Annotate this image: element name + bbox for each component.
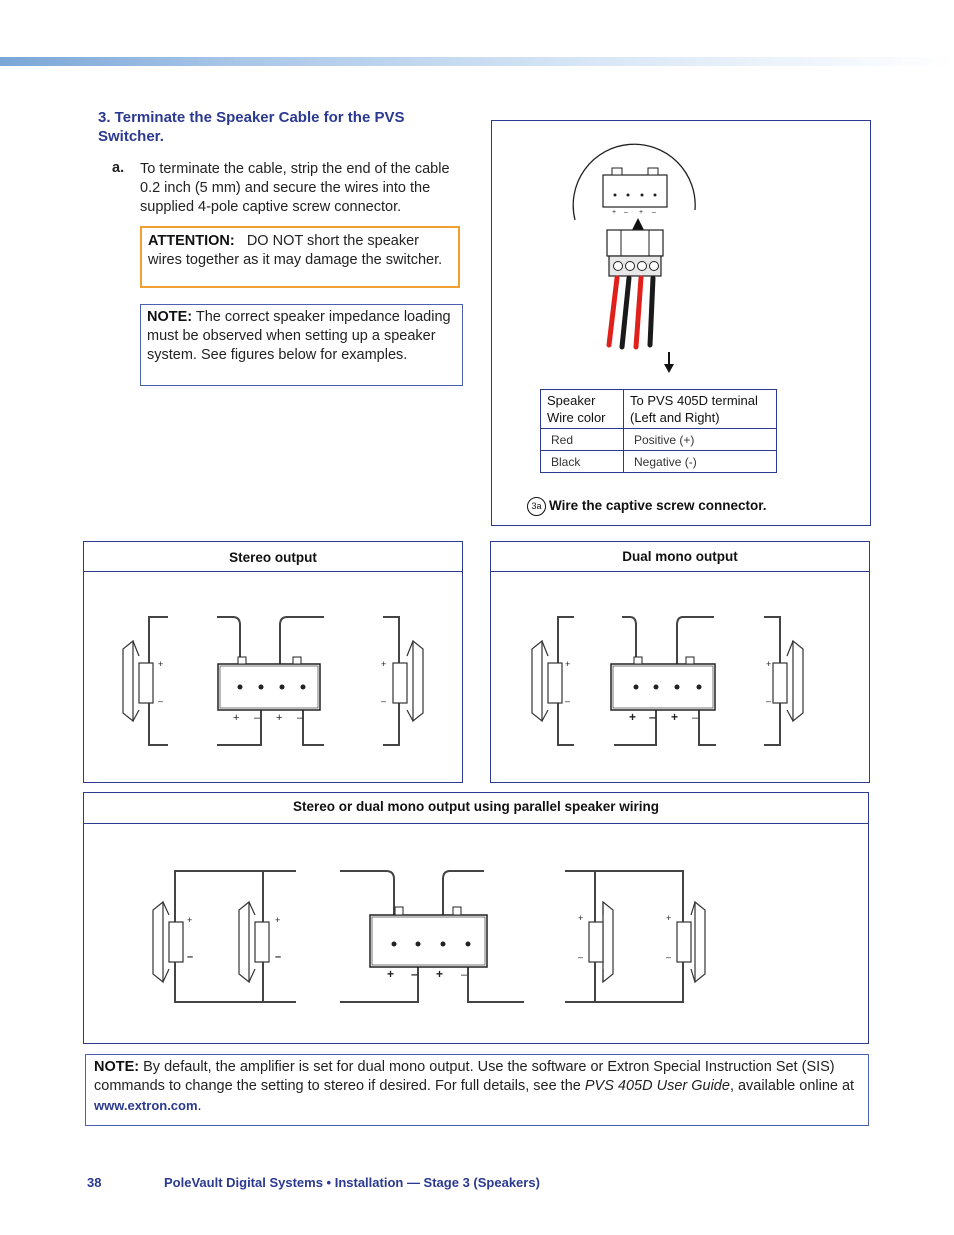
note-box-impedance — [140, 304, 463, 386]
note-label: NOTE: — [94, 1059, 140, 1075]
svg-text:–: – — [578, 952, 584, 962]
svg-text:+: + — [578, 913, 584, 923]
svg-text:+: + — [666, 913, 672, 923]
note-label: NOTE: — [147, 309, 193, 325]
page-number: 38 — [87, 1175, 102, 1190]
section-heading: 3. Terminate the Speaker Cable for the PVS Switcher. — [98, 109, 405, 145]
svg-text:+: + — [158, 659, 164, 669]
svg-text:+: + — [276, 712, 283, 724]
attention-box — [140, 226, 460, 288]
svg-text:–: – — [411, 967, 418, 981]
panel-title: Stereo or dual mono output using parallel speaker wiring — [292, 799, 660, 814]
svg-text:–: – — [381, 696, 387, 706]
extron-link[interactable]: www.extron.com — [94, 1098, 198, 1113]
attention-text: DO NOT short the speaker wires together as it may damage the switcher. — [148, 233, 443, 268]
svg-text:–: – — [275, 951, 282, 963]
svg-text:–: – — [766, 696, 772, 706]
parallel-wiring-diagram — [83, 822, 869, 1044]
svg-text:–: – — [692, 712, 699, 724]
stereo-wiring-diagram — [83, 571, 463, 783]
note-text: The correct speaker impedance loading must be observed when setting up a speaker system. See figures below for examples. — [147, 309, 451, 363]
svg-text:+: + — [275, 915, 281, 925]
table-cell: Positive (+) — [624, 429, 777, 451]
svg-text:+: + — [381, 659, 387, 669]
svg-text:+: + — [565, 659, 571, 669]
svg-text:+: + — [629, 710, 637, 724]
panel-title: Stereo output — [229, 550, 317, 565]
step-letter: a. — [112, 160, 125, 176]
svg-text:–: – — [254, 712, 261, 724]
note-text: , available online at — [729, 1078, 855, 1094]
table-header: Speaker Wire color — [541, 390, 624, 429]
svg-text:+: + — [766, 659, 772, 669]
svg-text:–: – — [666, 952, 672, 962]
table-row — [541, 451, 777, 473]
captive-connector-diagram — [560, 140, 720, 380]
wire-color-table — [540, 389, 777, 473]
svg-text:–: – — [158, 696, 164, 706]
dual-mono-wiring-diagram — [490, 571, 870, 783]
figure-badge: 3a — [527, 497, 546, 516]
header-band — [0, 57, 954, 66]
svg-text:–: – — [297, 712, 304, 724]
attention-label: ATTENTION: — [148, 233, 235, 249]
svg-text:+: + — [233, 712, 240, 724]
panel-title: Dual mono output — [622, 549, 738, 564]
pin-label: + — [639, 209, 644, 216]
figure-caption — [527, 497, 766, 516]
pin-label: – — [624, 209, 628, 216]
svg-text:+: + — [671, 710, 679, 724]
note-box-default-mode: NOTE: By default, the amplifier is set for dual mono output. Use the software or Extron Special Instruction Set (SIS) commands to change the setting to stereo if desired. For full details, see the PVS 405D User Guide, available online at www.extron.com. — [85, 1054, 869, 1126]
svg-text:+: + — [187, 915, 193, 925]
svg-text:–: – — [565, 696, 571, 706]
table-cell: Red — [541, 429, 624, 451]
svg-text:+: + — [387, 967, 395, 981]
footer-title: PoleVault Digital Systems • Installation — Stage 3 (Speakers) — [164, 1175, 540, 1190]
pin-label: – — [652, 209, 656, 216]
svg-text:–: – — [461, 969, 468, 981]
pin-label: + — [612, 209, 617, 216]
step-text: To terminate the cable, strip the end of the cable 0.2 inch (5 mm) and secure the wires into the supplied 4-pole captive screw connector. — [140, 161, 450, 215]
table-cell: Black — [541, 451, 624, 473]
table-header: To PVS 405D terminal (Left and Right) — [624, 390, 777, 429]
svg-text:–: – — [187, 951, 194, 963]
guide-title: PVS 405D User Guide — [584, 1078, 730, 1094]
svg-text:+: + — [436, 967, 444, 981]
table-row — [541, 429, 777, 451]
note-text: By default, the amplifier is set for dual mono output. Use the software or Extron Special Instruction Set (SIS) commands to change the setting to stereo if desired. For full details, see the — [94, 1059, 835, 1094]
caption-text: Wire the captive screw connector. — [549, 498, 767, 514]
table-cell: Negative (-) — [624, 451, 777, 473]
svg-text:–: – — [649, 710, 656, 724]
